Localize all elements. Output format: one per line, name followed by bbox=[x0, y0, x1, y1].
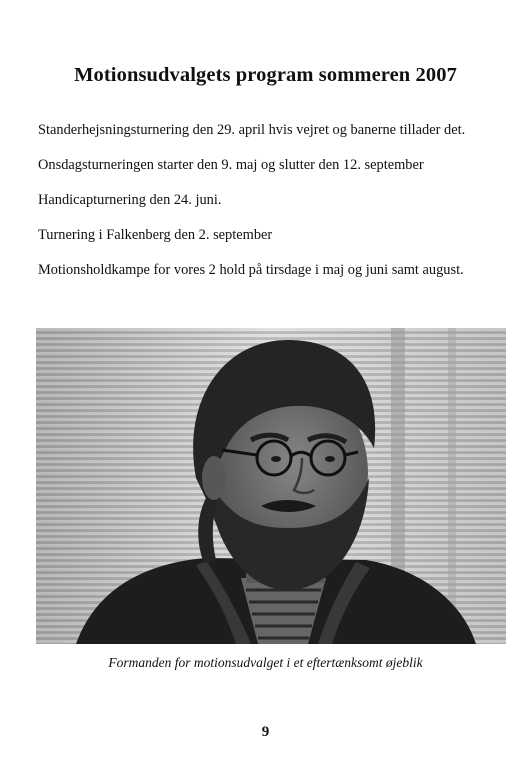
page-number: 9 bbox=[261, 724, 270, 740]
program-item-3: Handicapturnering den 24. juni. bbox=[38, 192, 222, 208]
program-item-1: Standerhejsningsturnering den 29. april hvis vejret og banerne tillader det. bbox=[38, 122, 466, 138]
page-title: Motionsudvalgets program sommeren 2007 bbox=[74, 64, 457, 86]
portrait-photo bbox=[36, 328, 506, 644]
portrait-illustration bbox=[36, 328, 506, 644]
photo-caption: Formanden for motionsudvalget i et eftertænksomt øjeblik bbox=[108, 655, 423, 670]
program-item-2: Onsdagsturneringen starter den 9. maj og slutter den 12. september bbox=[38, 157, 424, 173]
program-list bbox=[38, 121, 508, 296]
program-item-5: Motionsholdkampe for vores 2 hold på tirsdage i maj og juni samt august. bbox=[38, 262, 464, 278]
program-item-4: Turnering i Falkenberg den 2. september bbox=[38, 227, 273, 243]
